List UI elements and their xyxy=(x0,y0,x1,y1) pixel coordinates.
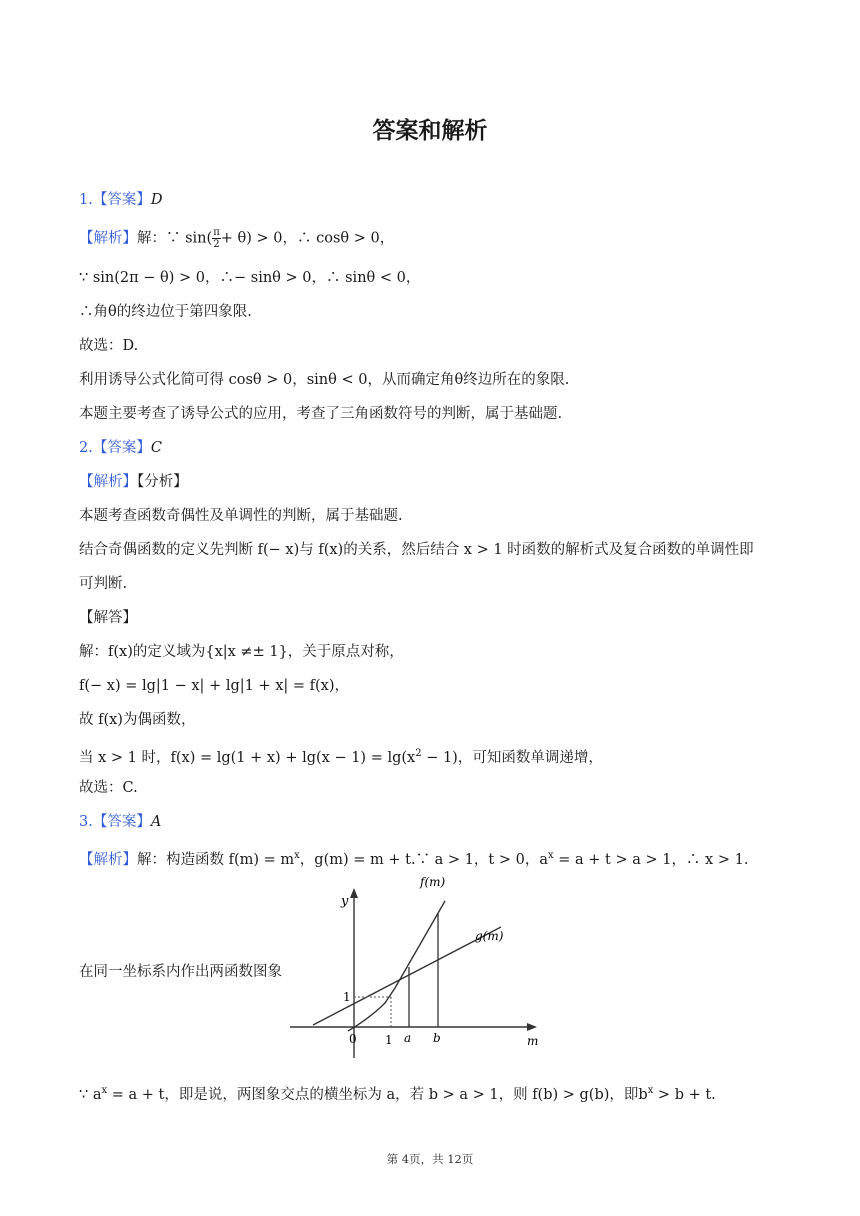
q1-line4: 故选：D. xyxy=(79,338,139,354)
q2-line7-a: 当 x > 1 时，f(x) = lg(1 + x) + lg(x − 1) = lg(x xyxy=(79,749,416,766)
q1-answer: D xyxy=(150,192,163,208)
page-footer: 第 4页，共 12页 xyxy=(386,1152,474,1166)
q3-analysis-tag: 【解析】 xyxy=(79,851,137,868)
q2-line7-b: − 1)，可知函数单调递增， xyxy=(421,749,603,766)
q3-line1-sup1: x xyxy=(294,850,300,861)
q1-line1-b: + θ) > 0，∴ cosθ > 0， xyxy=(220,230,395,247)
m-label: m xyxy=(527,1034,539,1048)
q2-answer-line xyxy=(79,438,162,458)
a-label: a xyxy=(404,1031,412,1045)
y-one-label: 1 xyxy=(343,990,351,1004)
q1-fraction xyxy=(212,227,221,250)
q2-line8: 故选：C. xyxy=(79,780,138,796)
g-line xyxy=(313,927,501,1025)
x-one-label: 1 xyxy=(385,1033,393,1047)
q3-graph-caption: 在同一坐标系内作出两函数图象 xyxy=(79,964,282,980)
f-curve xyxy=(348,901,445,1031)
q3-line1-a: 解：构造函数 f(m) = m xyxy=(137,851,295,868)
q2-tags-line xyxy=(79,472,188,492)
q1-line3: ∴角θ的终边位于第四象限. xyxy=(79,304,252,320)
q2-line6: 故 f(x)为偶函数， xyxy=(79,712,196,728)
q1-line6: 本题主要考查了诱导公式的应用，考查了三角函数符号的判断，属于基础题. xyxy=(79,406,563,422)
q2-line4: 解：f(x)的定义域为{x|x ≠± 1}，关于原点对称， xyxy=(79,644,404,660)
q3-line2-sup2: x xyxy=(647,1085,654,1096)
q3-line2-a: ∵ a xyxy=(79,1086,102,1103)
f-label: f(m) xyxy=(420,875,446,889)
q1-fraction-num: π xyxy=(213,227,220,238)
q1-answer-tag: 【答案】 xyxy=(92,192,151,208)
zero-label: 0 xyxy=(349,1032,357,1046)
q3-line1-b: ，g(m) = m + t.∵ a > 1，t > 0，a xyxy=(299,851,548,868)
q2-line2: 结合奇偶函数的定义先判断 f(− x)与 f(x)的关系，然后结合 x > 1 时函数的解析式及复合函数的单调性即 xyxy=(79,542,754,558)
x-axis-arrow xyxy=(527,1023,537,1031)
q2-line7-sup: 2 xyxy=(415,748,422,759)
q3-answer-tag: 【答案】 xyxy=(92,814,151,830)
q3-line1-sup2: x xyxy=(547,850,554,861)
b-label: b xyxy=(433,1031,441,1045)
q2-answer-tag: 【答案】 xyxy=(92,440,151,456)
q1-analysis-line1 xyxy=(79,227,394,250)
q1-answer-line xyxy=(79,190,162,210)
q3-answer: A xyxy=(150,814,162,830)
q3-function-graph xyxy=(285,868,550,1058)
q2-line5: f(− x) = lg|1 − x| + lg|1 + x| = f(x)， xyxy=(79,678,349,694)
g-label: g(m) xyxy=(475,929,504,943)
q1-analysis-tag: 【解析】 xyxy=(79,230,137,247)
q2-answer: C xyxy=(150,440,162,456)
q3-line1-c: = a + t > a > 1，∴ x > 1. xyxy=(553,851,749,868)
q2-line3: 可判断. xyxy=(79,576,128,592)
q1-line2: ∵ sin(2π − θ) > 0，∴− sinθ > 0，∴ sinθ < 0， xyxy=(79,270,421,286)
q1-line5: 利用诱导公式化简可得 cosθ > 0，sinθ < 0，从而确定角θ终边所在的象限. xyxy=(79,372,570,388)
y-label: y xyxy=(341,894,349,909)
y-axis-arrow xyxy=(350,888,358,898)
q3-line2-c: > b + t. xyxy=(653,1086,716,1103)
q1-fraction-den: 2 xyxy=(213,239,220,250)
q2-number: 2. xyxy=(79,440,93,456)
q3-line2-b: = a + t，即是说，两图象交点的横坐标为 a，若 b > a > 1，则 f(b) > g(b)，即b xyxy=(107,1086,648,1103)
q2-jieda-tag: 【解答】 xyxy=(79,610,137,626)
q2-analysis-tag: 【解析】 xyxy=(79,474,137,490)
page-title: 答案和解析 xyxy=(372,118,488,144)
q3-number: 3. xyxy=(79,814,93,830)
q3-line2 xyxy=(79,1081,716,1105)
q2-fenxi-tag: 【分析】 xyxy=(137,474,188,490)
q3-answer-line xyxy=(79,812,161,832)
q2-line7 xyxy=(79,744,603,768)
q3-line2-sup1: x xyxy=(101,1085,108,1096)
q1-number: 1. xyxy=(79,192,93,208)
q3-line1 xyxy=(79,846,748,870)
q1-line1-a: 解：∵ sin( xyxy=(137,230,213,247)
q2-line1: 本题考查函数奇偶性及单调性的判断，属于基础题. xyxy=(79,508,403,524)
